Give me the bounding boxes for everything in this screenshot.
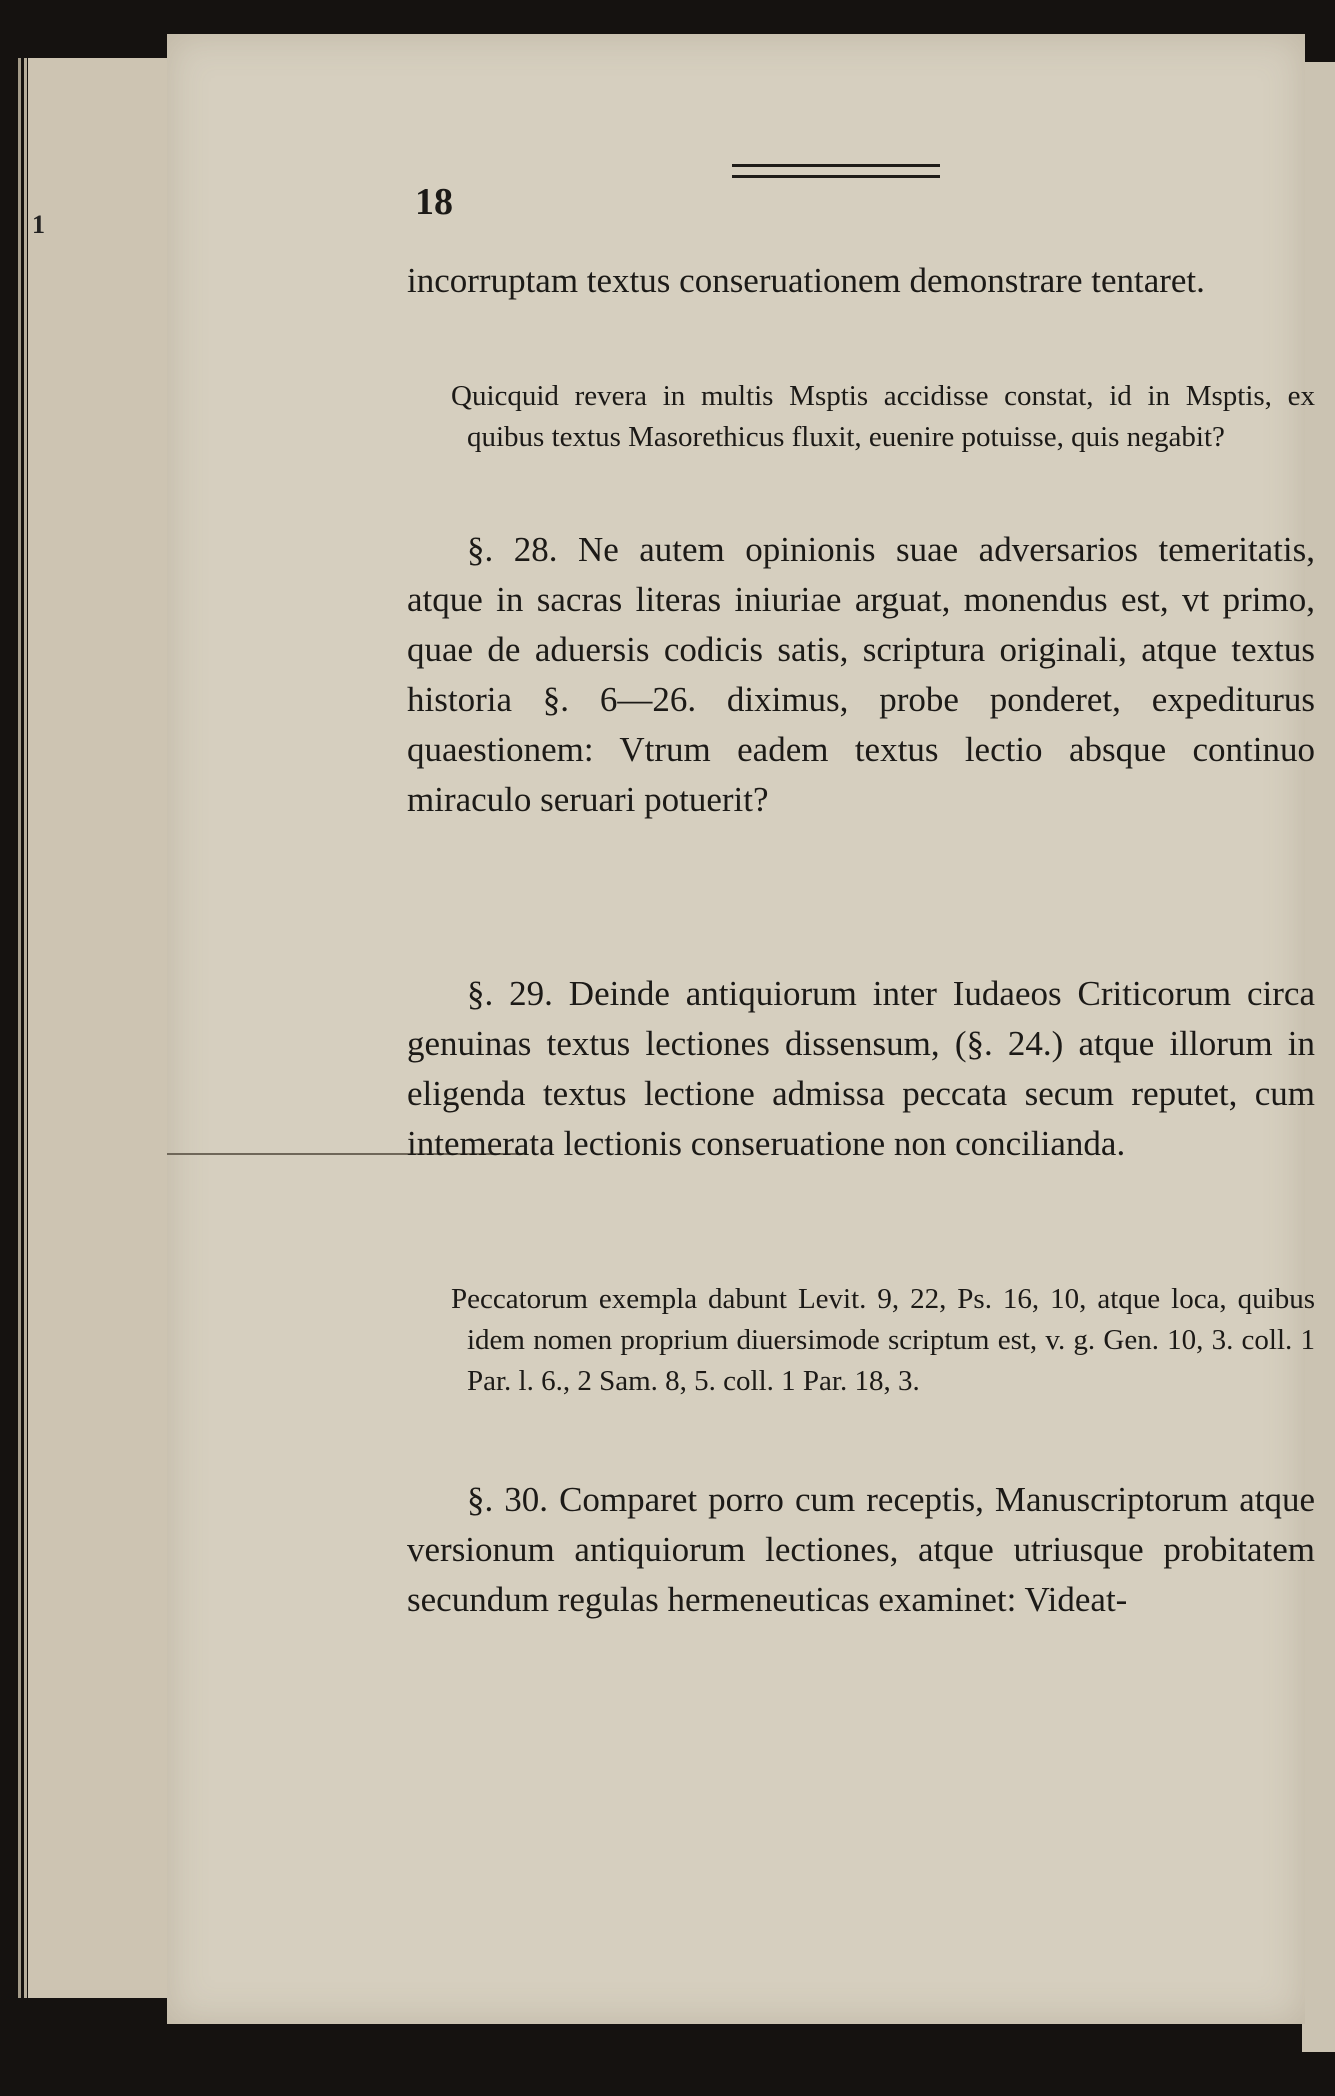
footnote-paragraph: Quicquid revera in multis Msptis accidisse constat, id in Msptis, ex quibus textus Masorethicus fluxit, euenire potuisse, quis negabit? [451,380,1315,453]
footnote-paragraph: Peccatorum exempla dabunt Levit. 9, 22, Ps. 16, 10, atque loca, quibus idem nomen proprium diuersimode scriptum est, v. g. Gen. 10, 3. coll. 1 Par. l. 6., 2 Sam. 8, 5. coll. 1 Par. 18, 3. [451,1283,1315,1397]
section-28-paragraph: §. 28. Ne autem opinionis suae adversarios temeritatis, atque in sacras literas iniuriae arguat, monendus est, vt primo, quae de aduersis codicis satis, scriptura originali, atque textus historia §. 6—26. diximus, probe ponderet, expediturus quaestionem: Vtrum eadem textus lectio absque continuo miraculo seruari potuerit? [407,530,1315,819]
paragraph-continued: incorruptam textus conseruationem demonstrare tentaret. [407,261,1205,300]
page-stack-edge [24,58,27,1998]
header-rule [732,164,940,178]
margin-mark: 1 [32,210,45,239]
section-29-paragraph: §. 29. Deinde antiquiorum inter Iudaeos Criticorum circa genuinas textus lectiones dissensum, (§. 24.) atque illorum in eligenda textus lectione admissa peccata secum reputet, cum intemerata lectionis conseruatione non concilianda. [407,974,1315,1163]
book-page [167,34,1315,2024]
page-stack-edge [18,58,21,1998]
page-number: 18 [415,181,453,223]
section-30-paragraph: §. 30. Comparet porro cum receptis, Manuscriptorum atque versionum antiquiorum lectiones, atque utriusque probitatem secundum regulas hermeneuticas examinet: Videat- [407,1480,1315,1619]
